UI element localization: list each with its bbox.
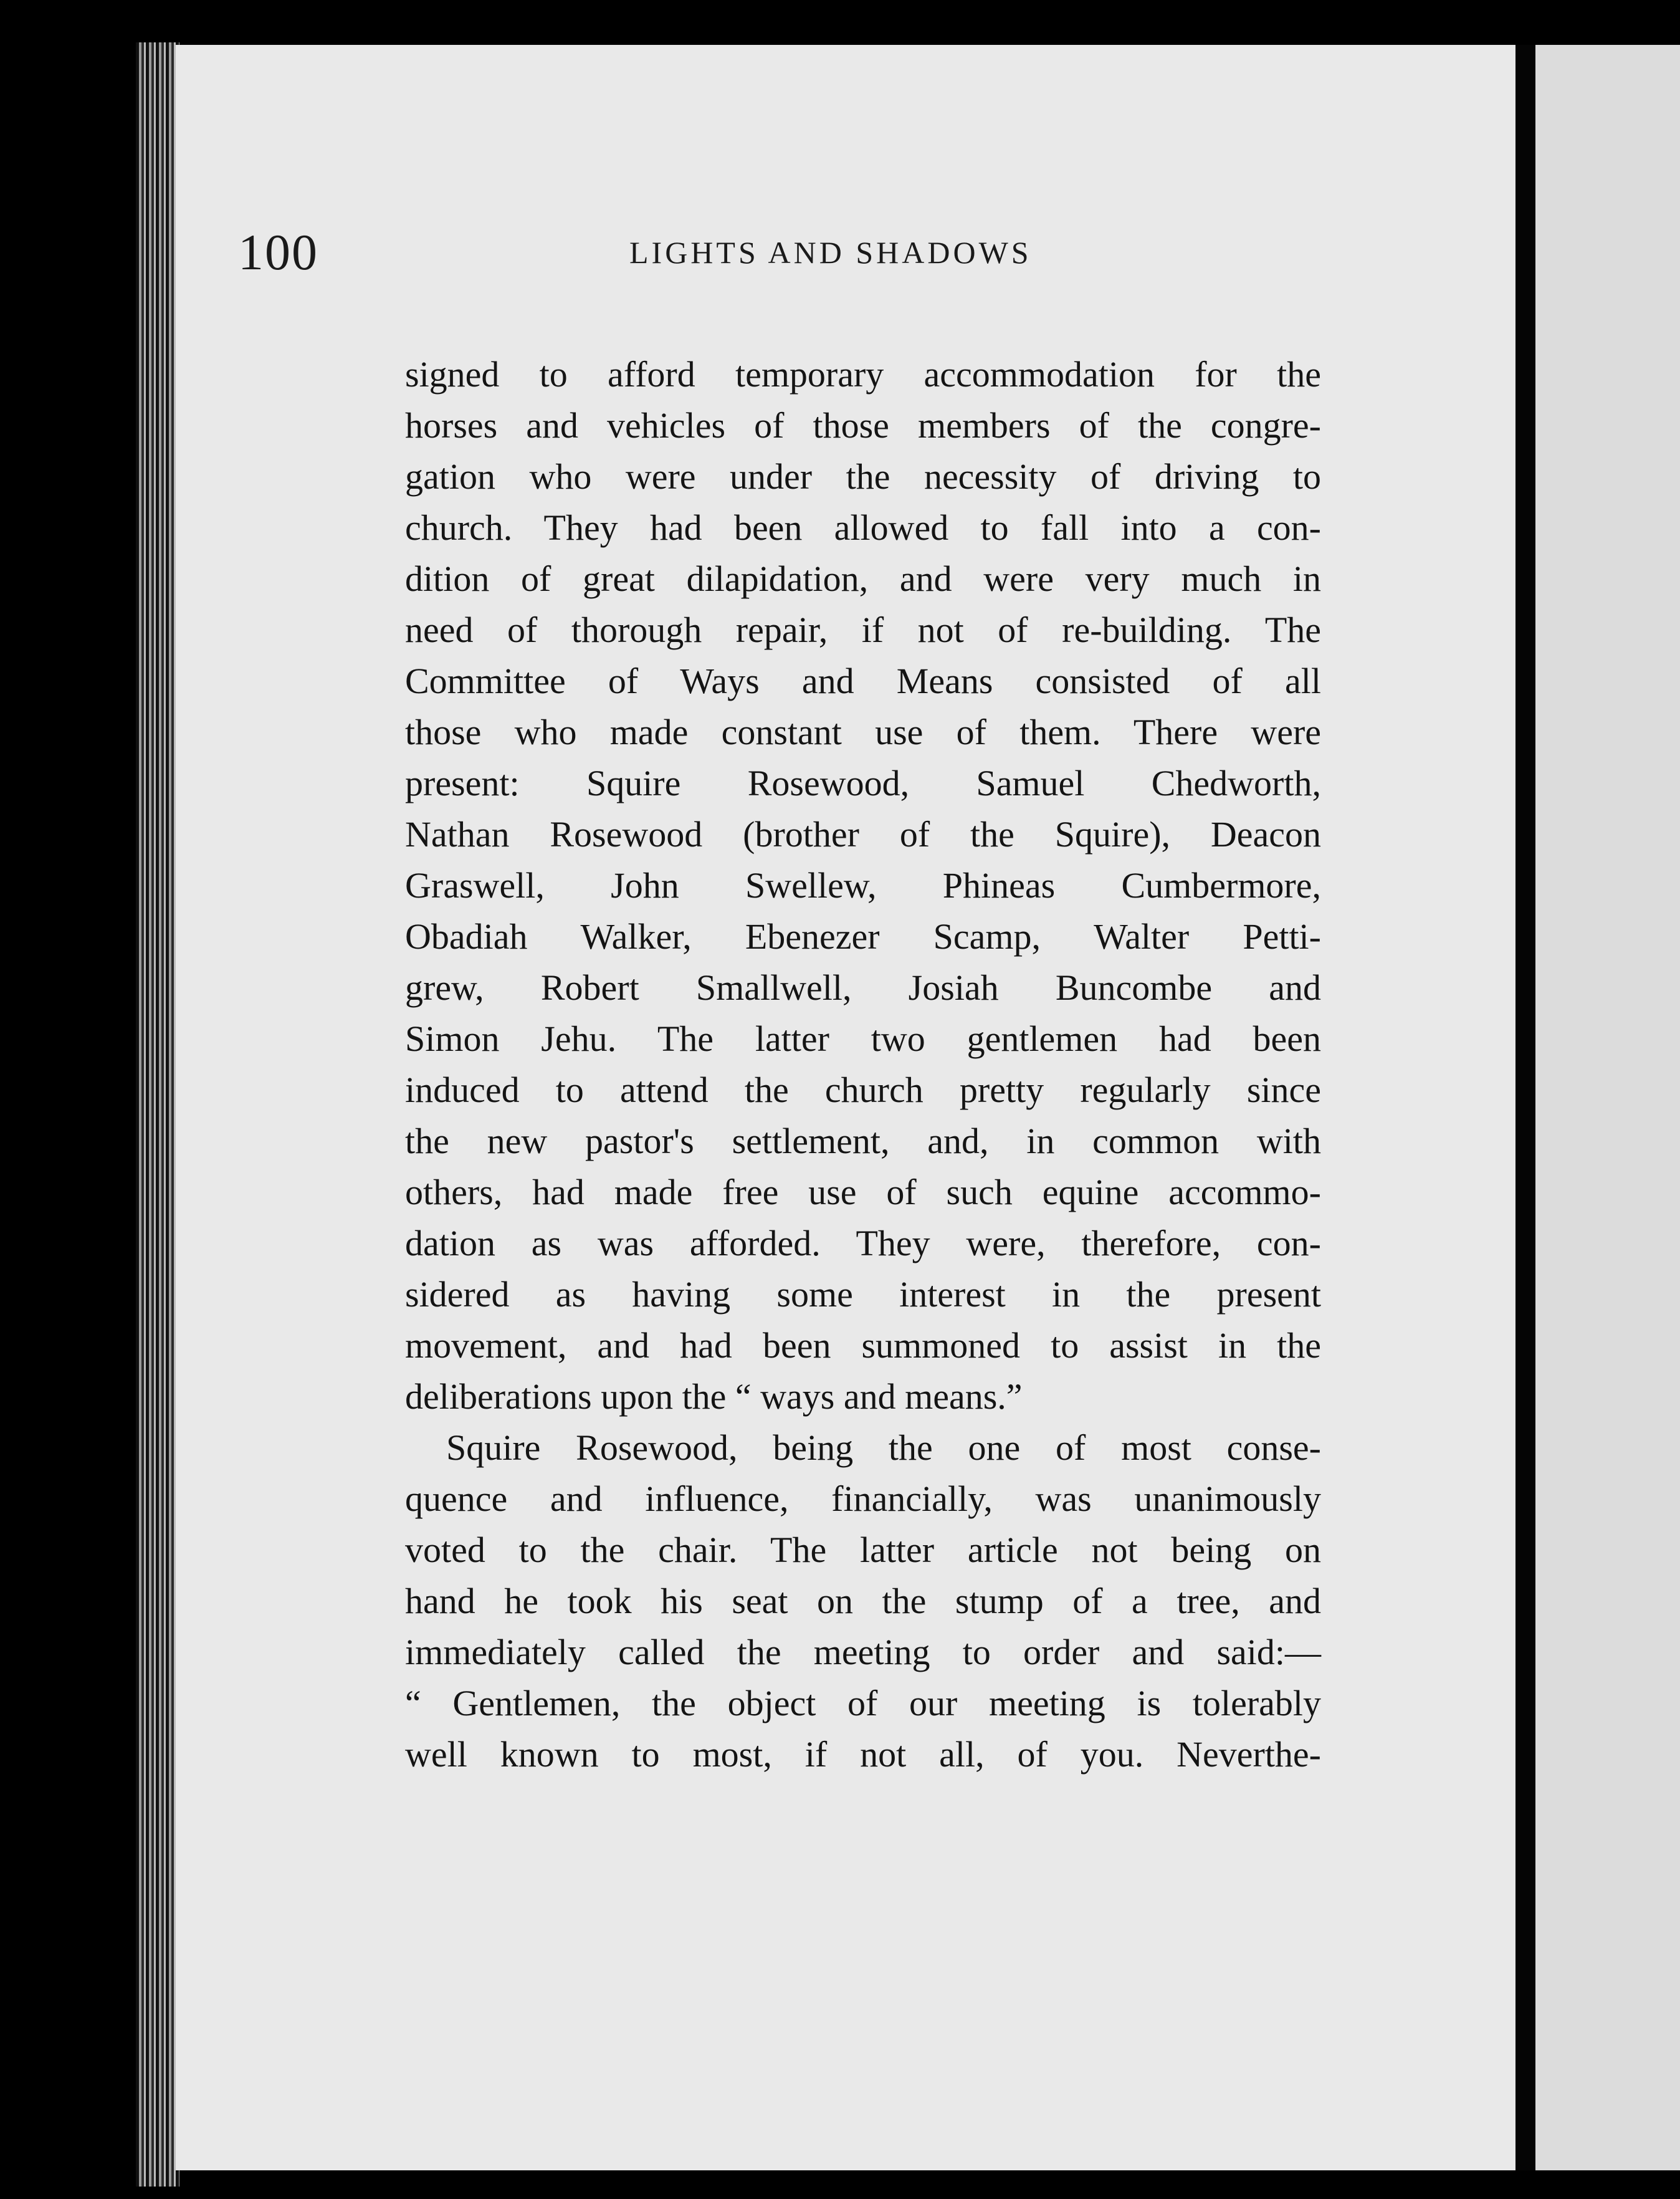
text-line: “ Gentlemen, the object of our meeting is tolerably (405, 1683, 1321, 1723)
body-text (405, 349, 1321, 1780)
text-line: hand he took his seat on the stump of a tree, and (405, 1581, 1321, 1621)
text-line: gation who were under the necessity of driving to (405, 456, 1321, 497)
text-line: those who made constant use of them. There were (405, 712, 1321, 752)
text-line: Nathan Rosewood (brother of the Squire), Deacon (405, 814, 1321, 855)
text-line: horses and vehicles of those members of the congre- (405, 405, 1321, 446)
text-line: immediately called the meeting to order and said:— (405, 1632, 1321, 1672)
text-line: Obadiah Walker, Ebenezer Scamp, Walter Petti- (405, 916, 1321, 957)
text-line: dition of great dilapidation, and were very much in (405, 558, 1321, 599)
text-line: deliberations upon the “ ways and means.” (405, 1376, 1023, 1417)
text-line: grew, Robert Smallwell, Josiah Buncombe and (405, 967, 1321, 1008)
paragraph-1 (405, 349, 1321, 1422)
text-line: induced to attend the church pretty regularly since (405, 1070, 1321, 1110)
text-line: voted to the chair. The latter article not being on (405, 1530, 1321, 1570)
paragraph-2 (405, 1422, 1321, 1780)
text-line: Committee of Ways and Means consisted of all (405, 661, 1321, 701)
text-line: present: Squire Rosewood, Samuel Chedworth, (405, 763, 1321, 803)
text-line: dation as was afforded. They were, therefore, con- (405, 1223, 1321, 1263)
book-gutter (1515, 45, 1535, 2170)
page-number: 100 (238, 224, 318, 280)
text-line: church. They had been allowed to fall into a con- (405, 507, 1321, 548)
text-line: well known to most, if not all, of you. Neverthe- (405, 1734, 1321, 1775)
text-line: quence and influence, financially, was unanimously (405, 1478, 1321, 1519)
text-line: the new pastor's settlement, and, in common with (405, 1121, 1321, 1161)
text-line: signed to afford temporary accommodation for the (405, 354, 1321, 395)
running-head: LIGHTS AND SHADOWS (629, 235, 1032, 270)
text-line: sidered as having some interest in the present (405, 1274, 1321, 1315)
facing-page-edge (1535, 45, 1680, 2170)
text-line: movement, and had been summoned to assist in the (405, 1325, 1321, 1366)
text-line: Graswell, John Swellew, Phineas Cumbermore, (405, 865, 1321, 906)
text-line: Squire Rosewood, being the one of most conse- (446, 1427, 1321, 1468)
text-line: Simon Jehu. The latter two gentlemen had been (405, 1018, 1321, 1059)
text-line: others, had made free use of such equine accommo- (405, 1172, 1321, 1212)
text-line: need of thorough repair, if not of re-building. The (405, 610, 1321, 650)
book-page-edges (136, 42, 179, 2187)
